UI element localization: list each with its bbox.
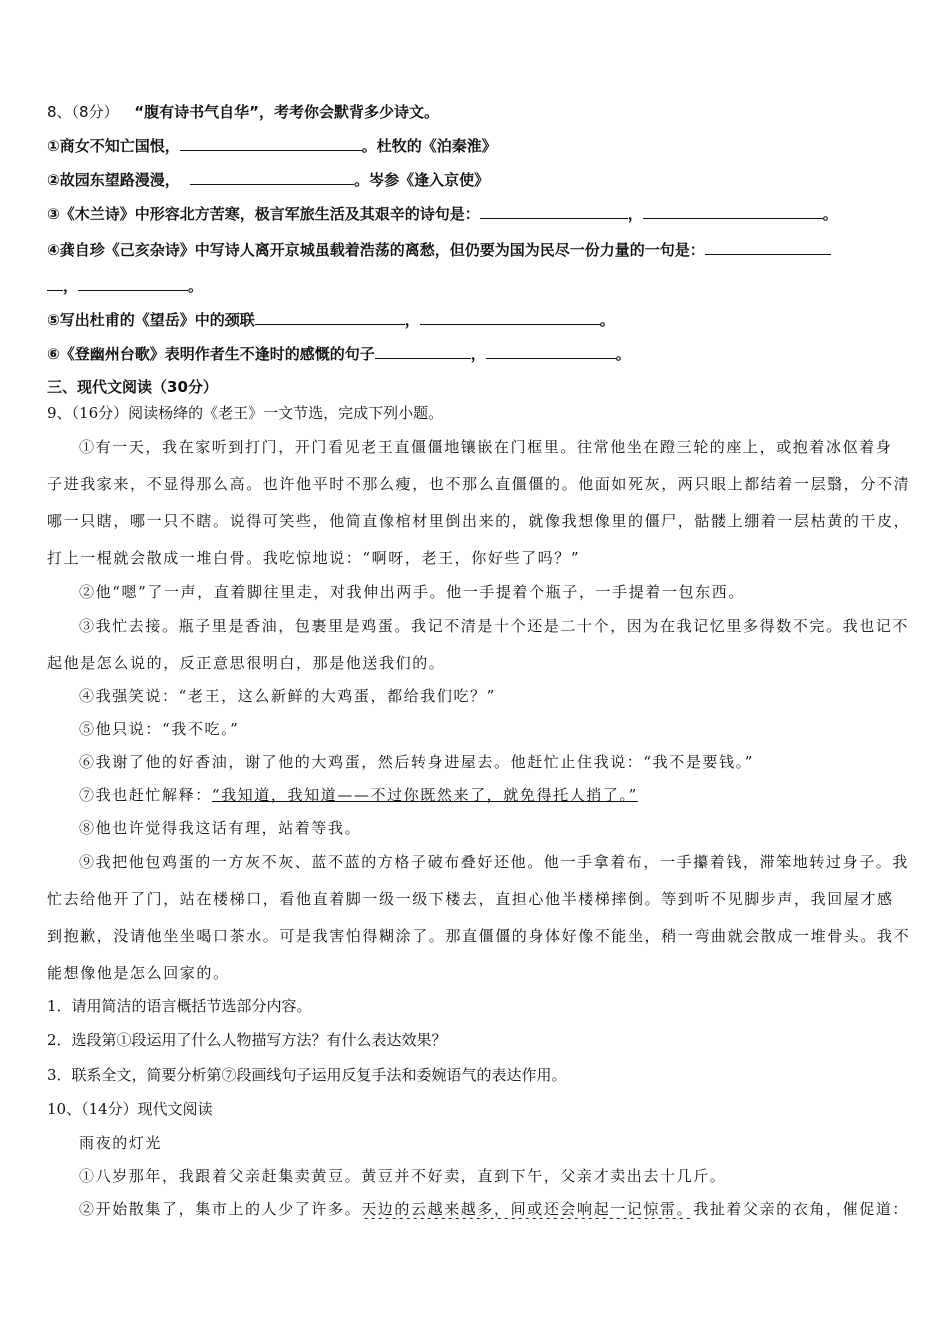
q10-story-title: 雨夜的灯光: [79, 1134, 163, 1152]
q9-para-1-line-1: ①有一天，我在家听到打门，开门看见老王直僵僵地镶嵌在门框里。往常他坐在蹬三轮的座上，或抱着冰伛着身: [79, 438, 893, 456]
q8-item-3-text: ③《木兰诗》中形容北方苦寒，极言军旅生活及其艰辛的诗句是：: [47, 205, 480, 223]
q8-item-5: [47, 310, 910, 330]
q9-para-8: ⑧他也许觉得我这话有理，站着等我。: [79, 819, 362, 837]
period: 。: [599, 311, 615, 329]
q8-item-4-cont: [47, 276, 910, 296]
q9-subquestion-2: 2．选段第①段运用了什么人物描写方法？有什么表达效果？: [47, 1031, 447, 1049]
q10-para-1: ①八岁那年，我跟着父亲赶集卖黄豆。黄豆并不好卖，直到下午，父亲才卖出去十几斤。: [79, 1167, 727, 1185]
q10-para-2-lead: ②开始散集了，集市上的人少了许多。: [79, 1200, 362, 1218]
q9-subquestion-3: 3．联系全文，简要分析第⑦段画线句子运用反复手法和委婉语气的表达作用。: [47, 1066, 567, 1084]
period: 。: [615, 345, 631, 363]
q8-number: 8、: [47, 103, 72, 121]
q9-para-7-underlined-sentence: “我知道，我知道——不过你既然来了，就免得托人捎了。”: [211, 786, 638, 804]
q9-para-4: ④我强笑说：“老王，这么新鲜的大鸡蛋，都给我们吃？”: [79, 687, 496, 705]
q9-para-7: [79, 785, 910, 805]
q8-item-1-text: ①商女不知亡国恨，: [47, 137, 180, 155]
answer-blank[interactable]: [486, 344, 616, 359]
answer-blank[interactable]: [420, 310, 600, 325]
q9-para-3-line-1: ③我忙去接。瓶子里是香油，包裹里是鸡蛋。我记不清是十个还是二十个，因为在我记忆里多得数不完。我也记不: [79, 617, 910, 635]
q9-para-1-line-2: 子进我家来，不显得那么高。也许他平时不那么瘦，也不那么直僵僵的。他面如死灰，两只眼上都结着一层翳，分不清: [47, 475, 910, 493]
q9-para-9-line-3: 到抱歉，没请他坐坐喝口茶水。可是我害怕得糊涂了。那直僵僵的身体好像不能坐，稍一弯曲就会散成一堆骨头。我不: [47, 927, 910, 945]
q9-para-5: ⑤他只说：“我不吃。”: [79, 720, 240, 738]
q9-para-6: ⑥我谢了他的好香油，谢了他的大鸡蛋，然后转身进屋去。他赶忙止住我说：“我不是要钱。”: [79, 753, 755, 771]
q9-para-9-line-2: 忙去给他开了门，站在楼梯口，看他直着脚一级一级下楼去，直担心他半楼梯摔倒。等到听不见脚步声，我回屋才感: [47, 890, 894, 908]
q8-item-2: [47, 170, 910, 190]
answer-blank[interactable]: [255, 310, 405, 325]
q9-para-7-lead: ⑦我也赶忙解释：: [79, 786, 212, 804]
q8-item-2-text: ②故园东望路漫漫，: [47, 171, 180, 189]
q8-item-4: [47, 240, 910, 260]
q8-prompt: “腹有诗书气自华”，考考你会默背多少诗文。: [134, 103, 439, 121]
comma: ，: [404, 311, 420, 329]
q9-para-1-line-3: 哪一只瞎，哪一只不瞎。说得可笑些，他简直像棺材里倒出来的，就像我想像里的僵尸，骷髅上绷着一层枯黄的干皮，: [47, 512, 910, 530]
q8-item-6-text: ⑥《登幽州台歌》表明作者生不逢时的感慨的句子: [47, 345, 375, 363]
comma: ，: [627, 205, 643, 223]
q10-para-2-wavy-sentence: 天边的云越来越多，间或还会响起一记惊雷。: [361, 1200, 694, 1218]
q9-para-9-line-1: ⑨我把他包鸡蛋的一方灰不灰、蓝不蓝的方格子破布叠好还他。他一手拿着布，一手攥着钱，滞笨地转过身子。我: [79, 853, 910, 871]
q8-item-6: [47, 344, 910, 364]
q9-para-2: ②他“嗯”了一声，直着脚往里走，对我伸出两手。他一手提着个瓶子，一手提着一包东西。: [79, 583, 745, 601]
answer-blank[interactable]: [480, 204, 628, 219]
period: 。: [188, 277, 204, 295]
comma: ，: [470, 345, 486, 363]
q9-subquestion-1: 1．请用简洁的语言概括节选部分内容。: [47, 997, 312, 1015]
section-3-title: 三、现代文阅读（30分）: [47, 378, 218, 396]
q8-item-2-source: 。岑参《逢入京使》: [354, 171, 490, 189]
q9-para-1-line-4: 打上一棍就会散成一堆白骨。我吃惊地说：“啊呀，老王，你好些了吗？”: [47, 549, 581, 567]
q8-item-3: [47, 204, 910, 224]
q9-header: 9、（16分）阅读杨绛的《老王》一文节选，完成下列小题。: [47, 404, 444, 422]
answer-blank[interactable]: [643, 204, 823, 219]
answer-blank[interactable]: [190, 170, 354, 185]
answer-blank[interactable]: [47, 276, 63, 291]
q9-para-3-line-2: 起他是怎么说的，反正意思很明白，那是他送我们的。: [47, 654, 446, 672]
q10-header: 10、（14分）现代文阅读: [47, 1100, 213, 1118]
q8-header: [47, 102, 910, 122]
q8-item-5-text: ⑤写出杜甫的《望岳》中的颈联: [47, 311, 255, 329]
q10-para-2-tail: 我扯着父亲的衣角，催促道：: [693, 1200, 910, 1218]
answer-blank[interactable]: [180, 136, 362, 151]
answer-blank[interactable]: [705, 240, 831, 255]
answer-blank[interactable]: [78, 276, 188, 291]
comma: ，: [63, 277, 79, 295]
period: 。: [822, 205, 838, 223]
q10-para-2: [79, 1199, 920, 1219]
q8-item-1: [47, 136, 910, 156]
q9-para-9-line-4: 能想像他是怎么回家的。: [47, 964, 230, 982]
q8-item-4-text: ④龚自珍《己亥杂诗》中写诗人离开京城虽载着浩荡的离愁，但仍要为国为民尽一份力量的一句是：: [47, 241, 705, 259]
q8-item-1-source: 。杜牧的《泊秦淮》: [361, 137, 497, 155]
answer-blank[interactable]: [375, 344, 471, 359]
q8-score: （8分）: [71, 103, 119, 121]
